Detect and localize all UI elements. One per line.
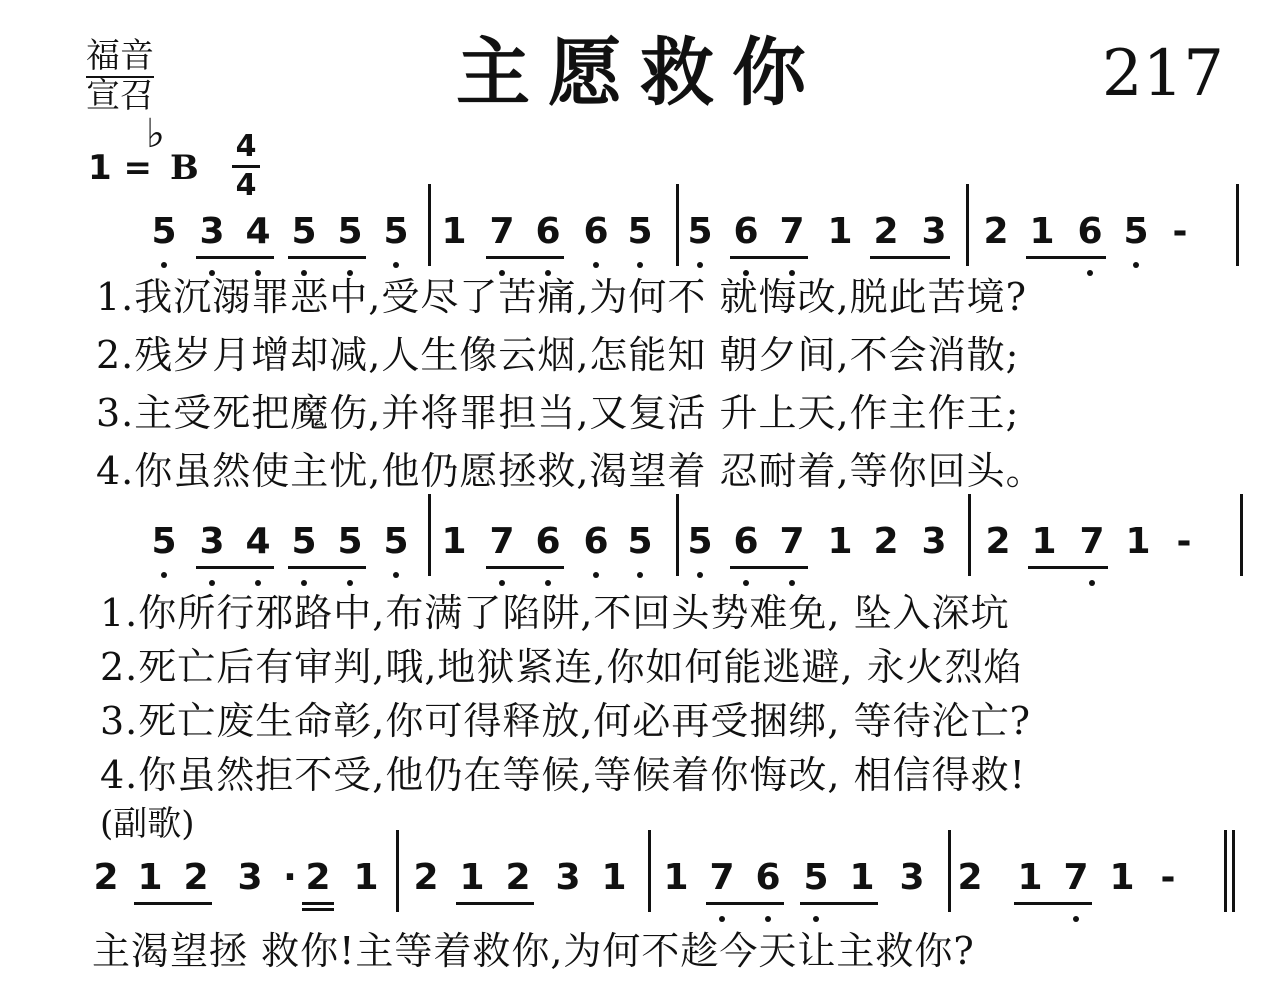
octave-dot [813,916,819,922]
bar-line [966,184,969,266]
lyric-line: 4.你虽然使主忧,他仍愿拯救,渴望着 忍耐着,等你回头。 [96,449,1045,493]
note: 1 [1029,211,1055,252]
note: 1 [827,211,853,252]
key-note: B [170,148,199,188]
beam-underline [302,908,334,911]
beam-underline [196,256,274,259]
octave-dot [1087,270,1093,276]
lyrics-block-b [100,590,1031,798]
chorus-label: (副歌) [100,804,195,844]
note: 5 [627,211,653,252]
octave-dot [161,262,167,268]
note: 6 [583,521,609,562]
octave-dot [743,580,749,586]
sustain-dash: - [1172,211,1188,252]
augmentation-dot: · [283,857,297,898]
note: 1 [849,857,875,898]
bar-line [948,830,951,912]
beam-underline [706,902,784,905]
octave-dot [765,916,771,922]
note: 6 [1077,211,1103,252]
octave-dot [347,580,353,586]
bar-line [968,494,971,576]
note: 3 [199,521,225,562]
note: 6 [755,857,781,898]
note: 2 [93,857,119,898]
note: 5 [803,857,829,898]
octave-dot [499,580,505,586]
note: 3 [921,211,947,252]
category-line-2: 宣召 [86,76,154,116]
beam-underline [288,566,366,569]
time-signature [232,129,260,203]
beam-underline [1014,902,1092,905]
note: 7 [779,521,805,562]
category-line-1: 福音 [86,36,154,76]
beam-underline [1028,566,1108,569]
key-prefix: 1 = [88,148,152,188]
note: 7 [489,521,515,562]
hymn-title: 主愿救你 [456,30,824,116]
note: 2 [873,521,899,562]
note: 7 [709,857,735,898]
hymn-number: 217 [1101,37,1224,111]
octave-dot [161,572,167,578]
note: 1 [137,857,163,898]
note: 5 [687,211,713,252]
lyric-line: 3.死亡废生命彰,你可得释放,何必再受捆绑, 等待沦亡? [100,699,1031,743]
octave-dot [789,580,795,586]
note: 5 [151,521,177,562]
bar-line [676,184,679,266]
lyric-line: 1.你所行邪路中,布满了陷阱,不回头势难免, 坠入深坑 [100,591,1010,635]
note: 2 [505,857,531,898]
note: 1 [1017,857,1043,898]
note: 5 [1123,211,1149,252]
sustain-dash: - [1176,521,1192,562]
octave-dot [697,262,703,268]
time-bottom: 4 [235,168,257,203]
note: 5 [291,211,317,252]
octave-dot [593,262,599,268]
note: 5 [337,521,363,562]
lyric-line: 2.死亡后有审判,哦,地狱紧连,你如何能逃避, 永火烈焰 [100,645,1023,689]
octave-dot [393,262,399,268]
note: 1 [441,521,467,562]
lyric-line: 3.主受死把魔伤,并将罪担当,又复活 升上天,作主作王; [96,391,1020,435]
octave-dot [255,580,261,586]
lyric-line: 2.残岁月增却减,人生像云烟,怎能知 朝夕间,不会消散; [96,333,1020,377]
note: 6 [733,211,759,252]
note: 5 [383,521,409,562]
note: 7 [779,211,805,252]
note: 2 [183,857,209,898]
note: 1 [353,857,379,898]
note: 6 [733,521,759,562]
bar-line [428,494,431,576]
note: 6 [535,521,561,562]
note: 3 [555,857,581,898]
bar-line [1232,830,1235,912]
octave-dot [637,262,643,268]
note: 1 [441,211,467,252]
bar-line [676,494,679,576]
note: 5 [337,211,363,252]
lyric-line: 4.你虽然拒不受,他仍在等候,等候着你悔改, 相信得救! [100,753,1026,797]
bar-line [1240,494,1243,576]
beam-underline [288,256,366,259]
octave-dot [393,572,399,578]
bar-line [1236,184,1239,266]
note: 1 [601,857,627,898]
bar-line [648,830,651,912]
note: 1 [827,521,853,562]
note: 5 [291,521,317,562]
beam-underline [486,566,564,569]
beam-underline [486,256,564,259]
note: 3 [199,211,225,252]
octave-dot [719,916,725,922]
note: 2 [873,211,899,252]
sustain-dash: - [1160,857,1176,898]
note: 6 [535,211,561,252]
note: 3 [237,857,263,898]
note: 6 [583,211,609,252]
note: 5 [687,521,713,562]
note: 7 [1063,857,1089,898]
octave-dot [1089,580,1095,586]
note: 2 [983,211,1009,252]
note: 7 [489,211,515,252]
beam-underline [800,902,878,905]
octave-dot [1073,916,1079,922]
note: 4 [245,211,271,252]
octave-dot [209,580,215,586]
beam-underline [196,566,274,569]
octave-dot [637,572,643,578]
note: 2 [413,857,439,898]
note: 5 [627,521,653,562]
beam-underline [870,256,950,259]
beam-underline [456,902,534,905]
octave-dot [593,572,599,578]
bar-line [396,830,399,912]
chorus-lyric: 主渴望拯 救你!主等着救你,为何不趁今天让主救你? [92,929,975,973]
note: 1 [1125,521,1151,562]
note: 5 [151,211,177,252]
beam-underline [302,902,334,905]
bar-line [1224,830,1227,912]
octave-dot [697,572,703,578]
note: 5 [383,211,409,252]
time-top: 4 [235,129,257,164]
note: 2 [305,857,331,898]
lyric-line: 1.我沉溺罪恶中,受尽了苦痛,为何不 就悔改,脱此苦境? [96,275,1027,319]
note: 2 [957,857,983,898]
beam-underline [730,256,808,259]
flat-symbol: ♭ [146,111,165,157]
note: 3 [921,521,947,562]
beam-underline [134,902,212,905]
note: 4 [245,521,271,562]
note: 7 [1079,521,1105,562]
octave-dot [301,580,307,586]
note: 1 [1109,857,1135,898]
bar-line [428,184,431,266]
note: 1 [459,857,485,898]
note: 3 [899,857,925,898]
octave-dot [545,580,551,586]
beam-underline [1026,256,1106,259]
key-signature [88,111,199,188]
note: 1 [663,857,689,898]
lyrics-block-a [96,274,1045,494]
note: 1 [1031,521,1057,562]
note: 2 [985,521,1011,562]
beam-underline [730,566,808,569]
octave-dot [1133,262,1139,268]
